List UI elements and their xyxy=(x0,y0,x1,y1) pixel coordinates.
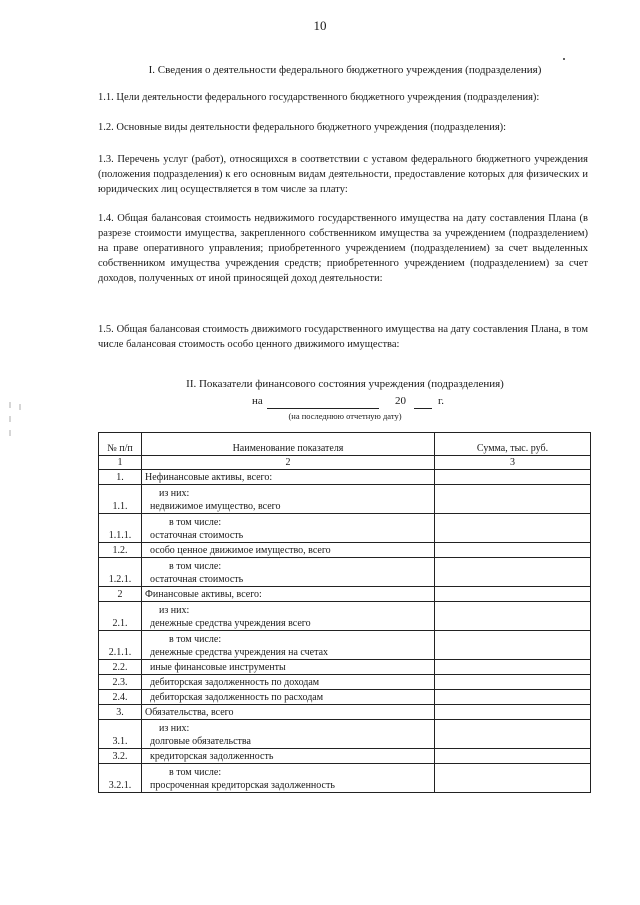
row-prefix: в том числе: xyxy=(169,517,222,528)
row-sum-value[interactable] xyxy=(435,720,591,749)
row-sum-value[interactable] xyxy=(435,690,591,705)
section-1-title: I. Сведения о деятельности федерального бюджетного учреждения (подразделения) xyxy=(148,64,542,76)
row-sum-value[interactable] xyxy=(435,764,591,793)
row-sum-value[interactable] xyxy=(435,749,591,764)
date-hint: (на последнюю отчетную дату) xyxy=(288,411,402,421)
row-number: 1.1.1. xyxy=(99,514,142,543)
row-number: 2 xyxy=(99,587,142,602)
table-row xyxy=(99,705,591,720)
row-number: 3. xyxy=(99,705,142,720)
row-name: долговые обязательства xyxy=(150,736,251,747)
date-year: 20 xyxy=(395,395,406,407)
financial-indicators-table xyxy=(98,432,591,793)
row-indicator-name xyxy=(142,749,435,764)
scan-dot xyxy=(563,58,565,60)
row-name: денежные средства учреждения всего xyxy=(150,618,311,629)
row-number: 2.2. xyxy=(99,660,142,675)
row-number: 2.4. xyxy=(99,690,142,705)
row-sum-value[interactable] xyxy=(435,470,591,485)
row-number: 2.1.1. xyxy=(99,631,142,660)
row-sum-value[interactable] xyxy=(435,602,591,631)
index-col-2: 2 xyxy=(142,456,435,470)
paragraph-1-5: 1.5. Общая балансовая стоимость движимого государственного имущества на дату составления Плана, в том числе балансовая стоимость особо ценного движимого имущества: xyxy=(98,324,588,350)
row-indicator-name xyxy=(142,514,435,543)
index-col-3: 3 xyxy=(435,456,591,470)
row-name: Нефинансовые активы, всего: xyxy=(145,472,273,483)
row-number: 1. xyxy=(99,470,142,485)
row-number: 1.1. xyxy=(99,485,142,514)
row-sum-value[interactable] xyxy=(435,587,591,602)
header-name: Наименование показателя xyxy=(142,433,435,456)
paragraph-1-1: 1.1. Цели деятельности федерального государственного бюджетного учреждения (подразделения): xyxy=(98,92,540,103)
table-row xyxy=(99,660,591,675)
table-row xyxy=(99,749,591,764)
table-index-row xyxy=(99,456,591,470)
row-sum-value[interactable] xyxy=(435,660,591,675)
row-indicator-name xyxy=(142,470,435,485)
table-row xyxy=(99,675,591,690)
row-number: 1.2. xyxy=(99,543,142,558)
header-sum: Сумма, тыс. руб. xyxy=(435,433,591,456)
row-sum-value[interactable] xyxy=(435,675,591,690)
row-sum-value[interactable] xyxy=(435,485,591,514)
table-row xyxy=(99,720,591,749)
table-row xyxy=(99,764,591,793)
row-indicator-name xyxy=(142,543,435,558)
row-indicator-name xyxy=(142,764,435,793)
row-indicator-name xyxy=(142,705,435,720)
row-sum-value[interactable] xyxy=(435,705,591,720)
table-row xyxy=(99,587,591,602)
row-number: 3.1. xyxy=(99,720,142,749)
row-name: просроченная кредиторская задолженность xyxy=(150,780,335,791)
row-prefix: из них: xyxy=(159,488,190,499)
row-name: дебиторская задолженность по расходам xyxy=(150,692,324,703)
row-indicator-name xyxy=(142,720,435,749)
table-row xyxy=(99,470,591,485)
table-row xyxy=(99,631,591,660)
table-row xyxy=(99,558,591,587)
header-num: № п/п xyxy=(99,433,142,456)
year-blank xyxy=(414,408,432,409)
row-number: 2.3. xyxy=(99,675,142,690)
table-row xyxy=(99,514,591,543)
table-row xyxy=(99,543,591,558)
row-number: 1.2.1. xyxy=(99,558,142,587)
row-prefix: из них: xyxy=(159,723,190,734)
section-2-title: II. Показатели финансового состояния учреждения (подразделения) xyxy=(186,378,504,390)
row-indicator-name xyxy=(142,690,435,705)
row-name: Финансовые активы, всего: xyxy=(145,589,262,600)
table-row xyxy=(99,690,591,705)
paragraph-1-2: 1.2. Основные виды деятельности федерального бюджетного учреждения (подразделения): xyxy=(98,122,507,133)
margin-scan-marks xyxy=(8,402,28,442)
date-suffix: г. xyxy=(438,395,445,407)
row-name: остаточная стоимость xyxy=(150,574,244,585)
row-number: 2.1. xyxy=(99,602,142,631)
row-name: особо ценное движимое имущество, всего xyxy=(150,545,331,556)
date-blank xyxy=(267,408,379,409)
date-prefix: на xyxy=(252,395,263,407)
index-col-1: 1 xyxy=(99,456,142,470)
row-name: Обязательства, всего xyxy=(145,707,234,718)
paragraph-1-3: 1.3. Перечень услуг (работ), относящихся в соответствии с уставом федерального бюджетного учреждения (положения подразделения) к его основным видам деятельности, предоставление которых для физических и юридических лиц осуществляется в том числе за плату: xyxy=(98,154,588,195)
row-sum-value[interactable] xyxy=(435,543,591,558)
row-name: денежные средства учреждения на счетах xyxy=(150,647,329,658)
row-indicator-name xyxy=(142,587,435,602)
row-prefix: в том числе: xyxy=(169,561,222,572)
row-sum-value[interactable] xyxy=(435,558,591,587)
paragraph-1-4: 1.4. Общая балансовая стоимость недвижимого государственного имущества на дату составления Плана (в разрезе стоимости имущества, закрепленного собственником имущества за учреждением (подразделением) на праве оперативного управления; приобретенного учреждением (подразделением) за счет выделенных собственником имущества учреждения средств; приобретенного учреждением (подразделением) за счет доходов, полученных от иной приносящей доход деятельности: xyxy=(98,213,588,284)
row-indicator-name xyxy=(142,558,435,587)
row-name: недвижимое имущество, всего xyxy=(150,501,281,512)
row-indicator-name xyxy=(142,631,435,660)
row-prefix: в том числе: xyxy=(169,767,222,778)
page-number: 10 xyxy=(313,18,327,33)
row-indicator-name xyxy=(142,660,435,675)
row-indicator-name xyxy=(142,675,435,690)
row-prefix: из них: xyxy=(159,605,190,616)
table-row xyxy=(99,485,591,514)
row-name: кредиторская задолженность xyxy=(150,751,274,762)
row-number: 3.2. xyxy=(99,749,142,764)
table-header-row xyxy=(99,433,591,456)
row-indicator-name xyxy=(142,485,435,514)
row-name: остаточная стоимость xyxy=(150,530,244,541)
row-name: дебиторская задолженность по доходам xyxy=(150,677,320,688)
row-indicator-name xyxy=(142,602,435,631)
row-prefix: в том числе: xyxy=(169,634,222,645)
row-sum-value[interactable] xyxy=(435,631,591,660)
table-row xyxy=(99,602,591,631)
row-sum-value[interactable] xyxy=(435,514,591,543)
row-number: 3.2.1. xyxy=(99,764,142,793)
row-name: иные финансовые инструменты xyxy=(150,662,286,673)
